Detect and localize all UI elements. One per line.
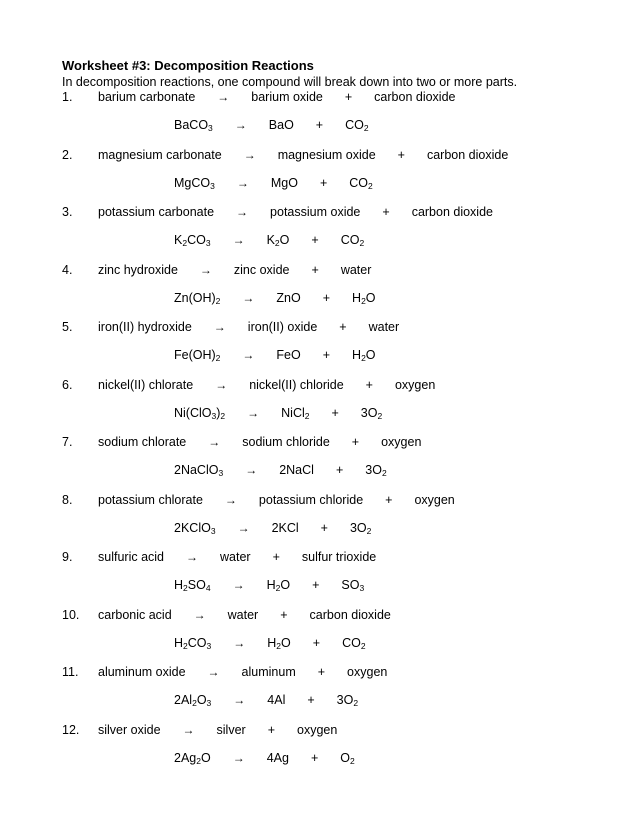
formula-text: Ni(ClO <box>174 405 212 420</box>
reactant-formula <box>174 463 223 477</box>
plus-sign: + <box>307 693 315 707</box>
problem-item <box>0 665 638 723</box>
product-formula <box>352 291 376 305</box>
formula-text: H <box>352 348 362 362</box>
plus-sign: + <box>280 607 288 622</box>
reactant-formula <box>174 693 211 707</box>
subscript: 2 <box>183 640 188 651</box>
reactant-formula <box>174 751 211 765</box>
problem-item <box>0 148 638 206</box>
product-name: silver <box>216 722 246 737</box>
subscript: 2 <box>196 755 201 766</box>
product-name: nickel(II) chloride <box>249 377 344 392</box>
subscript: 3 <box>211 410 217 421</box>
subscript: 2 <box>276 640 282 651</box>
formula-text: 4Al <box>267 693 286 707</box>
formula-text: SO <box>341 578 360 592</box>
reaction-arrow-icon: → <box>243 147 256 162</box>
subscript: 3 <box>206 640 212 651</box>
plus-sign: + <box>339 320 347 334</box>
subscript: 2 <box>377 410 383 421</box>
formula-text: 2Al <box>174 693 193 707</box>
reactant-name: silver oxide <box>98 722 161 737</box>
reactant-formula <box>174 291 220 305</box>
reaction-arrow-icon: → <box>199 262 212 277</box>
reaction-arrow-icon: → <box>236 175 249 190</box>
subscript: 2 <box>363 123 369 133</box>
subscript: 4 <box>205 583 211 593</box>
reaction-arrow-icon: → <box>182 722 195 737</box>
subscript: 2 <box>350 755 355 766</box>
formula-text: O <box>365 348 376 362</box>
word-equation <box>98 665 387 679</box>
formula-text: MgO <box>270 175 298 190</box>
formula-text: MgCO <box>174 175 211 190</box>
instructions: In decomposition reactions, one compound will break down into two or more parts. <box>62 75 518 89</box>
formula-text: 2NaClO <box>174 463 219 477</box>
product-formula <box>350 521 371 535</box>
word-equation <box>98 205 493 219</box>
product-formula <box>349 176 372 190</box>
reactant-formula <box>174 406 225 420</box>
product-name: oxygen <box>414 492 455 507</box>
product-formula <box>267 233 290 247</box>
formula-text: 3O <box>365 463 382 477</box>
problem-number: 4. <box>62 262 73 277</box>
word-equation <box>98 90 455 104</box>
problem-item <box>0 608 638 666</box>
problem-number: 1. <box>62 90 73 104</box>
product-name: water <box>368 320 400 334</box>
product-name: magnesium oxide <box>277 147 376 162</box>
product-formula <box>276 291 300 305</box>
formula-text: CO <box>187 233 206 247</box>
formula-text: FeO <box>276 348 301 362</box>
problem-item <box>0 723 638 781</box>
product-formula <box>365 463 386 477</box>
product-name: water <box>340 262 372 277</box>
plus-sign: + <box>331 405 339 420</box>
plus-sign: + <box>351 435 360 449</box>
product-name: sulfur trioxide <box>301 550 377 564</box>
plus-sign: + <box>322 290 331 305</box>
problem-item <box>0 378 638 436</box>
formula-text: O <box>196 693 207 707</box>
plus-sign: + <box>272 550 280 564</box>
reaction-arrow-icon: → <box>234 118 247 132</box>
product-formula <box>352 348 376 362</box>
reactant-formula <box>174 578 211 592</box>
plus-sign: + <box>319 175 328 190</box>
product-name: iron(II) oxide <box>247 320 318 334</box>
word-equation <box>98 493 455 507</box>
reactant-name: magnesium carbonate <box>98 147 222 162</box>
subscript: 3 <box>359 583 365 593</box>
formula-text: 3O <box>360 405 378 420</box>
product-formula <box>342 636 365 650</box>
reactant-name: potassium carbonate <box>98 205 215 219</box>
plus-sign: + <box>311 262 319 277</box>
product-formula <box>267 751 289 765</box>
subscript: 3 <box>210 180 215 191</box>
formula-equation <box>174 406 382 420</box>
formula-equation <box>174 176 373 190</box>
formula-text: 2KClO <box>174 520 211 535</box>
problem-number: 11. <box>62 665 79 679</box>
subscript: 3 <box>205 238 211 248</box>
subscript: 3 <box>218 468 224 478</box>
plus-sign: + <box>320 520 328 535</box>
problem-number: 2. <box>62 147 73 162</box>
formula-text: CO <box>187 635 207 650</box>
product-name: carbon dioxide <box>309 607 391 622</box>
product-formula <box>281 406 309 420</box>
formula-text: O <box>200 750 211 765</box>
reaction-arrow-icon: → <box>224 492 237 507</box>
product-formula <box>271 176 298 190</box>
problem-item <box>0 435 638 493</box>
problem-item <box>0 205 638 263</box>
formula-text: Fe(OH) <box>174 348 216 362</box>
subscript: 2 <box>353 698 359 708</box>
formula-text: O <box>340 750 351 765</box>
product-name: oxygen <box>347 665 388 679</box>
word-equation <box>98 148 508 162</box>
problem-number: 6. <box>62 377 73 392</box>
formula-text: BaCO <box>174 118 209 132</box>
reactant-formula <box>174 118 213 132</box>
formula-text: 4Ag <box>266 750 289 765</box>
subscript: 3 <box>210 525 216 536</box>
reaction-arrow-icon: → <box>245 463 258 477</box>
reaction-arrow-icon: → <box>232 233 245 247</box>
formula-text: K <box>174 233 183 247</box>
product-formula <box>267 693 285 707</box>
problem-item <box>0 493 638 551</box>
subscript: 2 <box>304 410 310 421</box>
subscript: 3 <box>206 698 212 708</box>
reaction-arrow-icon: → <box>217 90 230 104</box>
subscript: 2 <box>361 353 366 363</box>
reaction-arrow-icon: → <box>247 405 260 420</box>
subscript: 2 <box>192 698 197 708</box>
formula-text: 2NaCl <box>279 463 314 477</box>
product-formula <box>337 693 358 707</box>
plus-sign: + <box>312 635 321 650</box>
subscript: 2 <box>381 468 387 478</box>
formula-text: ) <box>216 405 221 420</box>
formula-text: NiCl <box>281 405 305 420</box>
formula-text: O <box>280 578 291 592</box>
plus-sign: + <box>344 90 353 104</box>
formula-text: H <box>352 290 362 305</box>
plus-sign: + <box>397 147 405 162</box>
formula-equation <box>174 233 364 247</box>
subscript: 2 <box>274 238 280 248</box>
reaction-arrow-icon: → <box>242 290 255 305</box>
problem-number: 12. <box>62 722 80 737</box>
reactant-name: nickel(II) chlorate <box>98 377 194 392</box>
plus-sign: + <box>315 118 324 132</box>
subscript: 2 <box>215 353 221 363</box>
plus-sign: + <box>322 348 331 362</box>
reaction-arrow-icon: → <box>186 550 198 564</box>
formula-text: ZnO <box>276 290 301 305</box>
product-formula <box>267 636 291 650</box>
product-name: zinc oxide <box>233 262 290 277</box>
formula-equation <box>174 118 369 132</box>
word-equation <box>98 263 371 277</box>
reaction-arrow-icon: → <box>215 377 228 392</box>
subscript: 3 <box>208 123 213 133</box>
subscript: 2 <box>361 295 366 306</box>
formula-text: O <box>281 635 291 650</box>
word-equation <box>98 723 337 737</box>
product-name: oxygen <box>297 722 338 737</box>
reactant-name: sodium chlorate <box>98 435 187 449</box>
subscript: 2 <box>360 640 366 651</box>
problem-number: 5. <box>62 320 73 334</box>
page-title: Worksheet #3: Decomposition Reactions <box>62 58 314 73</box>
subscript: 2 <box>182 238 188 248</box>
reaction-arrow-icon: → <box>193 607 206 622</box>
formula-equation <box>174 521 371 535</box>
formula-equation <box>174 578 364 592</box>
plus-sign: + <box>317 665 326 679</box>
subscript: 2 <box>366 525 372 536</box>
formula-text: 3O <box>349 520 367 535</box>
subscript: 2 <box>215 295 221 306</box>
product-formula <box>341 233 364 247</box>
product-name: potassium chloride <box>258 492 364 507</box>
plus-sign: + <box>311 233 319 247</box>
problem-number: 8. <box>62 492 73 507</box>
formula-text: H <box>266 578 276 592</box>
reaction-arrow-icon: → <box>233 635 246 650</box>
product-name: barium oxide <box>251 90 323 104</box>
formula-text: H <box>267 635 277 650</box>
formula-text: Zn(OH) <box>174 290 216 305</box>
formula-equation <box>174 291 376 305</box>
product-formula <box>267 578 291 592</box>
word-equation <box>98 550 376 564</box>
formula-text: BaO <box>268 118 294 132</box>
reaction-arrow-icon: → <box>232 750 245 765</box>
product-name: potassium oxide <box>270 205 361 219</box>
subscript: 2 <box>183 583 188 593</box>
reactant-name: potassium chlorate <box>98 492 203 507</box>
formula-equation <box>174 348 376 362</box>
reactant-name: barium carbonate <box>98 90 196 104</box>
problem-number: 3. <box>62 205 73 219</box>
product-name: oxygen <box>394 377 436 392</box>
reactant-name: zinc hydroxide <box>98 262 178 277</box>
plus-sign: + <box>365 377 373 392</box>
subscript: 2 <box>368 180 373 191</box>
reactant-name: iron(II) hydroxide <box>98 320 192 334</box>
formula-text: 2Ag <box>174 750 197 765</box>
reactant-formula <box>174 176 215 190</box>
problem-item <box>0 263 638 321</box>
product-name: water <box>220 550 251 564</box>
reactant-formula <box>174 636 211 650</box>
product-formula <box>279 463 314 477</box>
reaction-arrow-icon: → <box>213 320 226 334</box>
word-equation <box>98 435 421 449</box>
reaction-arrow-icon: → <box>242 348 255 362</box>
product-formula <box>361 406 382 420</box>
subscript: 2 <box>275 583 281 593</box>
reactant-formula <box>174 521 216 535</box>
plus-sign: + <box>310 750 319 765</box>
formula-text: SO <box>187 578 206 592</box>
problem-item <box>0 90 638 148</box>
formula-text: CO <box>349 175 369 190</box>
reactant-formula <box>174 233 211 247</box>
word-equation <box>98 378 435 392</box>
product-name: water <box>227 607 259 622</box>
product-formula <box>269 118 294 132</box>
product-formula <box>340 751 354 765</box>
subscript: 2 <box>220 410 226 421</box>
word-equation <box>98 320 399 334</box>
plus-sign: + <box>312 578 320 592</box>
formula-text: CO <box>345 118 364 132</box>
reaction-arrow-icon: → <box>237 520 250 535</box>
problem-item <box>0 550 638 608</box>
product-formula <box>272 521 299 535</box>
formula-text: 3O <box>336 693 354 707</box>
formula-text: CO <box>340 233 360 247</box>
reaction-arrow-icon: → <box>236 205 249 219</box>
formula-text: K <box>266 233 275 247</box>
problem-number: 7. <box>62 435 73 449</box>
formula-text: CO <box>342 635 361 650</box>
product-name: aluminum <box>241 665 296 679</box>
reactant-name: aluminum oxide <box>98 665 186 679</box>
formula-text: 2KCl <box>271 520 299 535</box>
product-name: sodium chloride <box>242 435 330 449</box>
formula-equation <box>174 693 358 707</box>
subscript: 2 <box>359 238 365 248</box>
product-name: carbon dioxide <box>426 147 509 162</box>
problem-number: 10. <box>62 607 80 622</box>
formula-text: H <box>174 578 184 592</box>
reactant-name: sulfuric acid <box>98 550 164 564</box>
reaction-arrow-icon: → <box>232 578 245 592</box>
formula-equation <box>174 751 355 765</box>
product-name: carbon dioxide <box>411 205 493 219</box>
plus-sign: + <box>385 492 393 507</box>
problem-number: 9. <box>62 550 73 564</box>
plus-sign: + <box>335 463 344 477</box>
formula-text: O <box>279 233 290 247</box>
reaction-arrow-icon: → <box>208 435 221 449</box>
plus-sign: + <box>382 205 390 219</box>
product-name: oxygen <box>381 435 422 449</box>
product-formula <box>341 578 364 592</box>
reactant-formula <box>174 348 220 362</box>
plus-sign: + <box>267 722 276 737</box>
formula-text: H <box>174 635 184 650</box>
formula-equation <box>174 463 387 477</box>
product-formula <box>345 118 368 132</box>
word-equation <box>98 608 391 622</box>
product-name: carbon dioxide <box>374 90 456 104</box>
formula-equation <box>174 636 366 650</box>
product-formula <box>276 348 300 362</box>
formula-text: O <box>365 290 376 305</box>
reaction-arrow-icon: → <box>207 665 220 679</box>
reactant-name: carbonic acid <box>98 607 172 622</box>
problem-item <box>0 320 638 378</box>
reaction-arrow-icon: → <box>233 693 246 707</box>
